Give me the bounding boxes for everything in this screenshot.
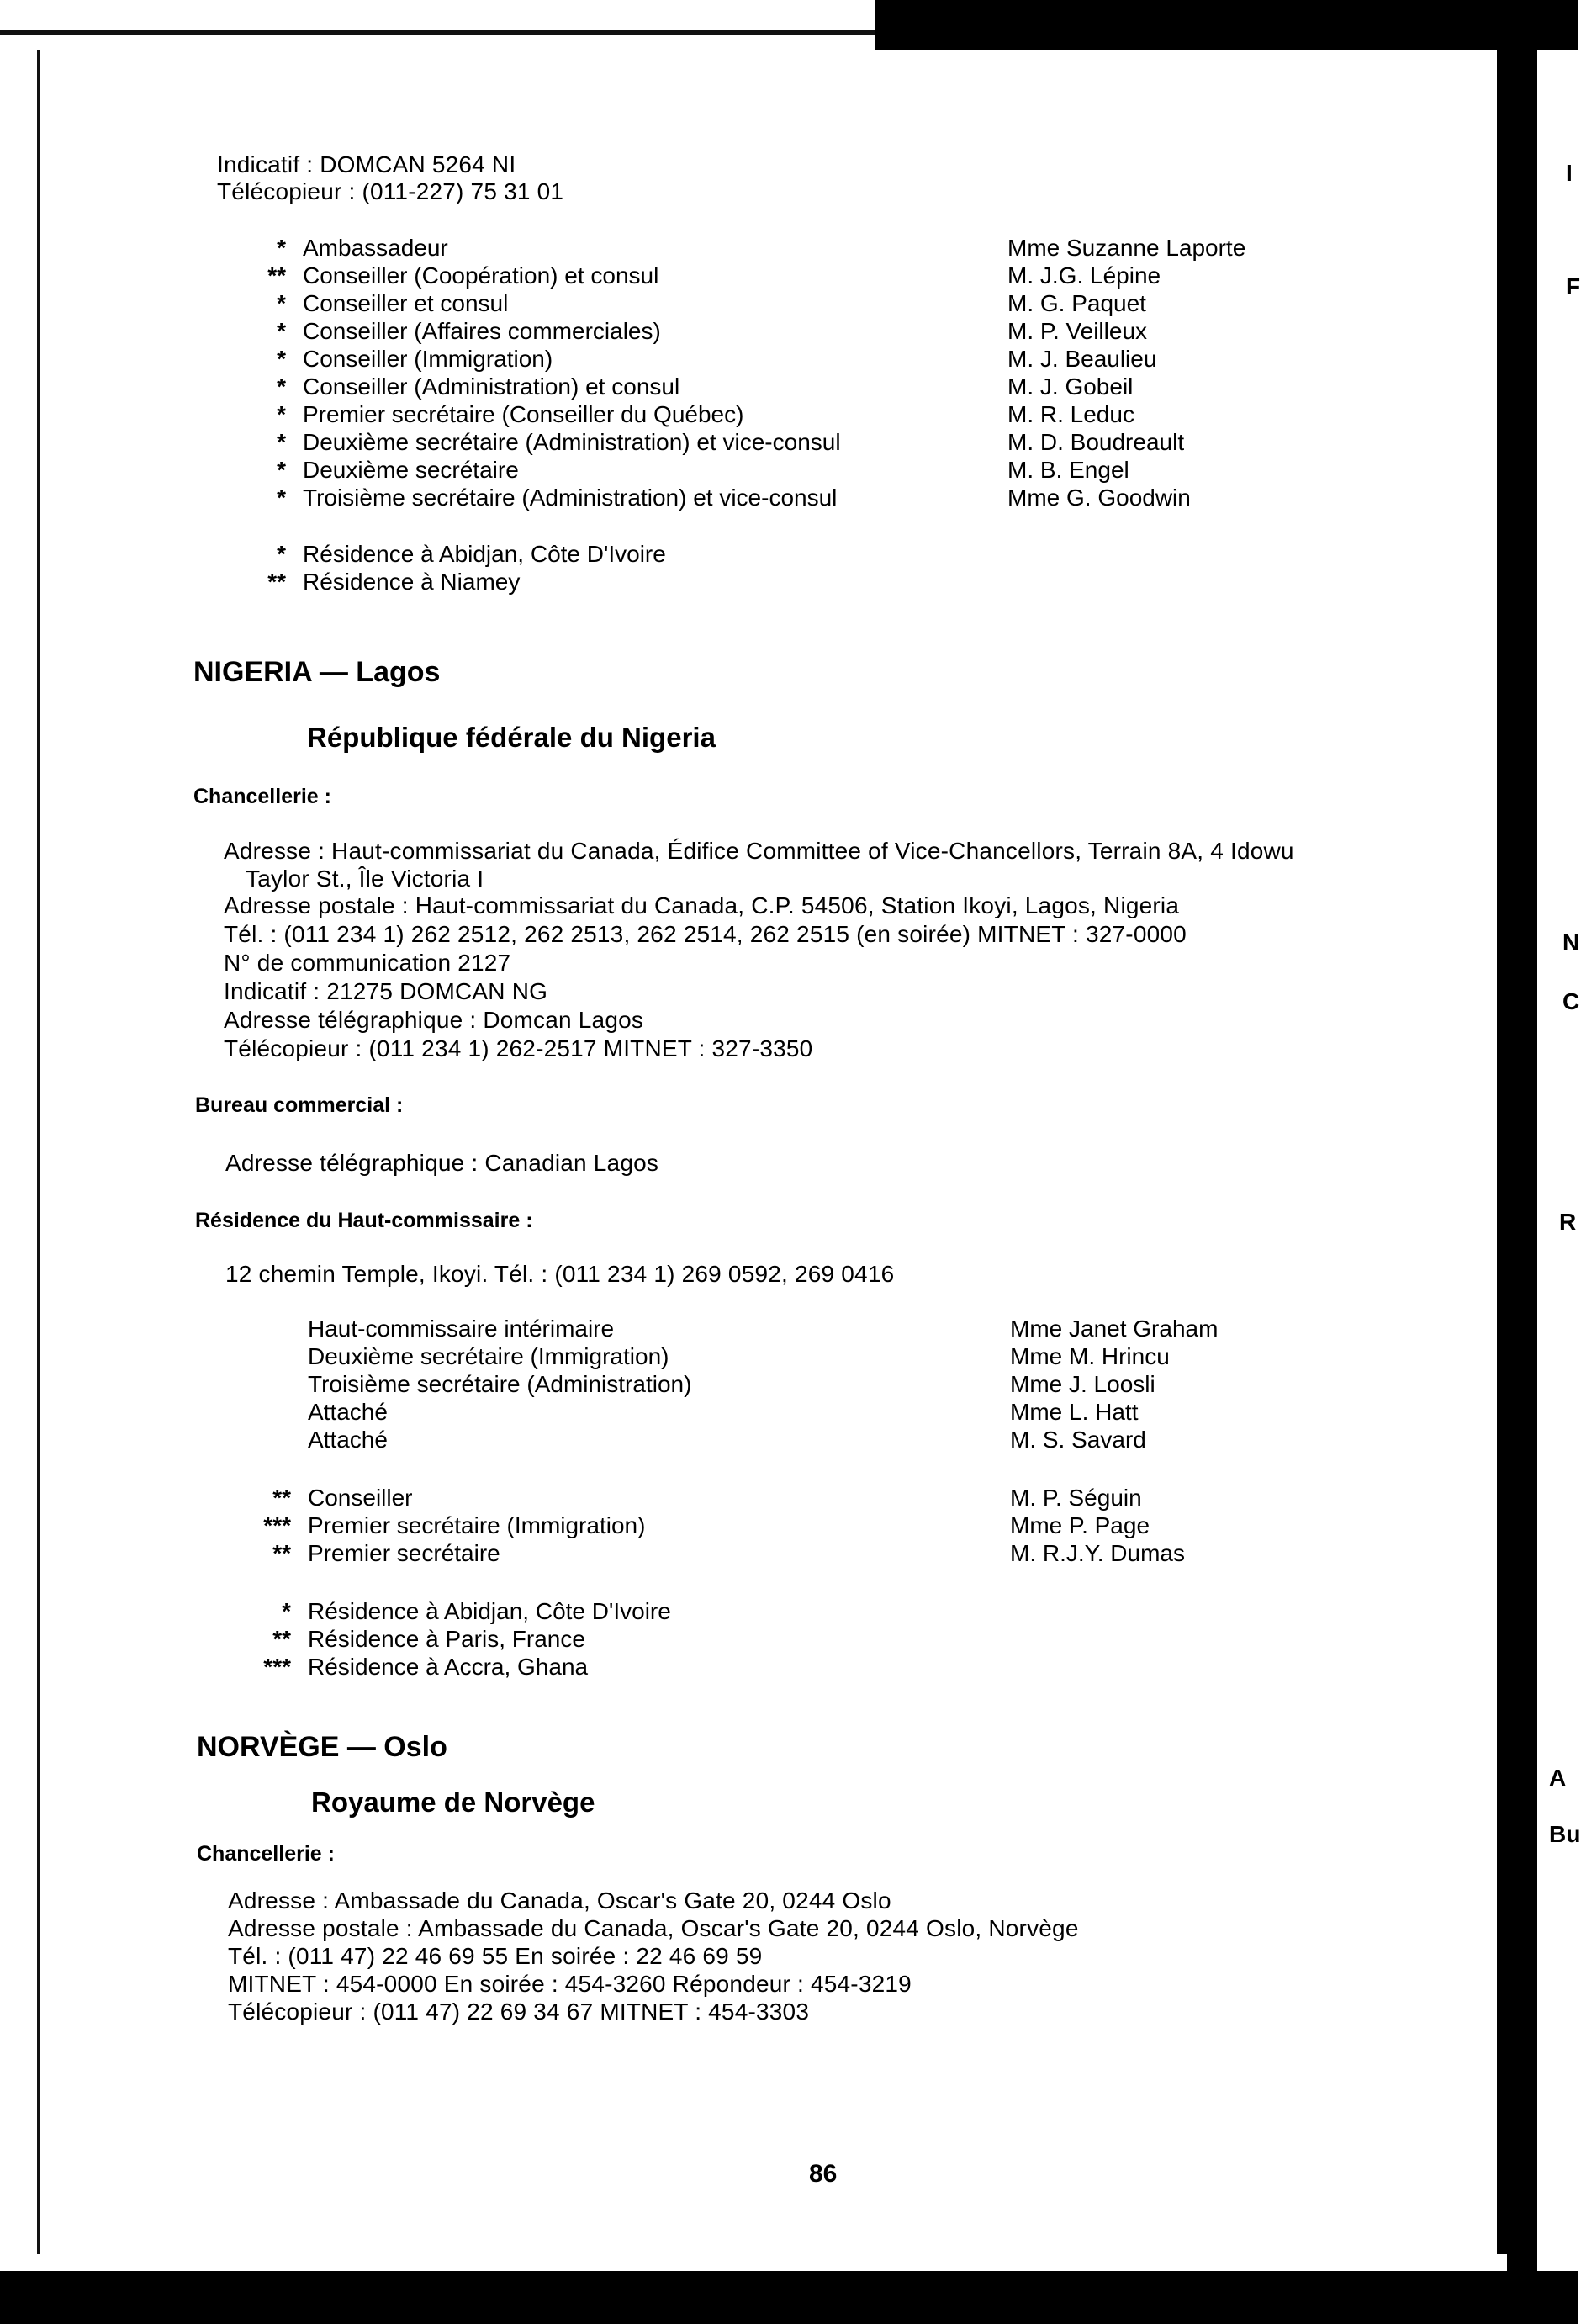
staff-row: * Troisième secrétaire (Administration) et vice-consul Mme G. Goodwin xyxy=(277,484,1191,511)
niger-staff-list xyxy=(244,234,1295,511)
address-line: Tél. : (011 47) 22 46 69 55 En soirée : 22 46 69 59 xyxy=(228,1943,763,1969)
staff-row: ** Conseiller M. P. Séguin xyxy=(272,1485,1142,1511)
chancellerie-label: Chancellerie : xyxy=(193,785,331,808)
address-line: Adresse télégraphique : Domcan Lagos xyxy=(224,1007,644,1033)
address-line: Adresse postale : Haut-commissariat du Canada, C.P. 54506, Station Ikoyi, Lagos, Nigeria xyxy=(224,892,1180,918)
staff-row: * Conseiller (Affaires commerciales) M. P. Veilleux xyxy=(277,318,1148,344)
next-page-fragment: I xyxy=(1566,160,1573,186)
scan-top-bar xyxy=(875,0,1578,50)
scan-right-margin xyxy=(1507,50,1537,2321)
residence-row: ** Résidence à Niamey xyxy=(267,569,521,595)
scan-bottom-bar xyxy=(0,2271,1578,2324)
country-subheading-nigeria: République fédérale du Nigeria xyxy=(307,722,716,753)
address-line: Indicatif : 21275 DOMCAN NG xyxy=(224,978,548,1004)
address-line: Télécopieur : (011 234 1) 262-2517 MITNET : 327-3350 xyxy=(224,1035,813,1061)
scan-right-gutter xyxy=(1497,50,1507,2254)
niger-residence-list xyxy=(244,540,666,596)
residence-row: * Résidence à Abidjan, Côte D'Ivoire xyxy=(282,1598,671,1624)
staff-row: * Conseiller et consul M. G. Paquet xyxy=(277,290,1146,316)
nigeria-staff-list xyxy=(249,1315,1300,1453)
residence-row: * Résidence à Abidjan, Côte D'Ivoire xyxy=(277,541,666,567)
next-page-fragment: C xyxy=(1562,988,1580,1014)
address-line: Adresse postale : Ambassade du Canada, Oscar's Gate 20, 0244 Oslo, Norvège xyxy=(228,1915,1079,1941)
bureau-commercial-label: Bureau commercial : xyxy=(195,1093,404,1117)
nigeria-residence-list xyxy=(249,1597,671,1681)
next-page-fragment: N xyxy=(1562,929,1580,956)
telecopieur-line: Télécopieur : (011-227) 75 31 01 xyxy=(217,178,564,204)
address-line: Tél. : (011 234 1) 262 2512, 262 2513, 262 2514, 262 2515 (en soirée) MITNET : 327-0000 xyxy=(224,921,1187,947)
country-heading-nigeria: NIGERIA — Lagos xyxy=(193,656,441,688)
staff-row: Deuxième secrétaire (Immigration) Mme M. Hrincu xyxy=(308,1343,1170,1369)
next-page-fragment: Bu xyxy=(1549,1821,1581,1847)
address-line: N° de communication 2127 xyxy=(224,950,511,976)
scan-left-rule xyxy=(37,50,40,2254)
next-page-fragment: R xyxy=(1559,1209,1577,1235)
staff-row: Attaché M. S. Savard xyxy=(308,1427,1146,1453)
staff-row: Attaché Mme L. Hatt xyxy=(308,1399,1139,1425)
next-page-fragment: A xyxy=(1549,1765,1567,1791)
staff-row: * Conseiller (Administration) et consul M. J. Gobeil xyxy=(277,373,1134,400)
staff-row: * Deuxième secrétaire M. B. Engel xyxy=(277,457,1129,483)
country-heading-norvege: NORVÈGE — Oslo xyxy=(197,1731,447,1763)
address-line: MITNET : 454-0000 En soirée : 454-3260 Répondeur : 454-3219 xyxy=(228,1971,912,1997)
address-line: Taylor St., Île Victoria I xyxy=(246,866,484,892)
nigeria-nonresident-list xyxy=(249,1484,1300,1567)
staff-row: ** Premier secrétaire M. R.J.Y. Dumas xyxy=(272,1540,1185,1566)
staff-row: Troisième secrétaire (Administration) Mme J. Loosli xyxy=(308,1371,1155,1397)
staff-row: * Premier secrétaire (Conseiller du Québec) M. R. Leduc xyxy=(277,401,1134,427)
next-page-fragment: F xyxy=(1566,273,1581,299)
page-number: 86 xyxy=(809,2160,838,2188)
staff-row: * Ambassadeur Mme Suzanne Laporte xyxy=(277,235,1246,261)
indicatif-line: Indicatif : DOMCAN 5264 NI xyxy=(217,151,516,177)
staff-row: *** Premier secrétaire (Immigration) Mme P. Page xyxy=(263,1512,1150,1538)
residence-label: Résidence du Haut-commissaire : xyxy=(195,1209,533,1232)
address-line: Télécopieur : (011 47) 22 69 34 67 MITNET : 454-3303 xyxy=(228,1998,810,2025)
address-line: Adresse : Haut-commissariat du Canada, Édifice Committee of Vice-Chancellors, Terrain 8A, 4 Idowu xyxy=(224,838,1294,864)
staff-row: * Conseiller (Immigration) M. J. Beaulieu xyxy=(277,346,1157,372)
staff-row: ** Conseiller (Coopération) et consul M. J.G. Lépine xyxy=(267,262,1161,289)
bureau-commercial-line: Adresse télégraphique : Canadian Lagos xyxy=(225,1150,659,1176)
staff-row: * Deuxième secrétaire (Administration) et vice-consul M. D. Boudreault xyxy=(277,429,1185,455)
chancellerie-label: Chancellerie : xyxy=(197,1842,335,1866)
residence-row: *** Résidence à Accra, Ghana xyxy=(263,1654,589,1680)
scan-top-rule xyxy=(0,30,875,35)
residence-row: ** Résidence à Paris, France xyxy=(272,1626,585,1652)
country-subheading-norvege: Royaume de Norvège xyxy=(311,1787,595,1818)
address-line: Adresse : Ambassade du Canada, Oscar's Gate 20, 0244 Oslo xyxy=(228,1887,891,1914)
staff-row: Haut-commissaire intérimaire Mme Janet Graham xyxy=(308,1316,1219,1342)
residence-line: 12 chemin Temple, Ikoyi. Tél. : (011 234 1) 269 0592, 269 0416 xyxy=(225,1261,895,1287)
